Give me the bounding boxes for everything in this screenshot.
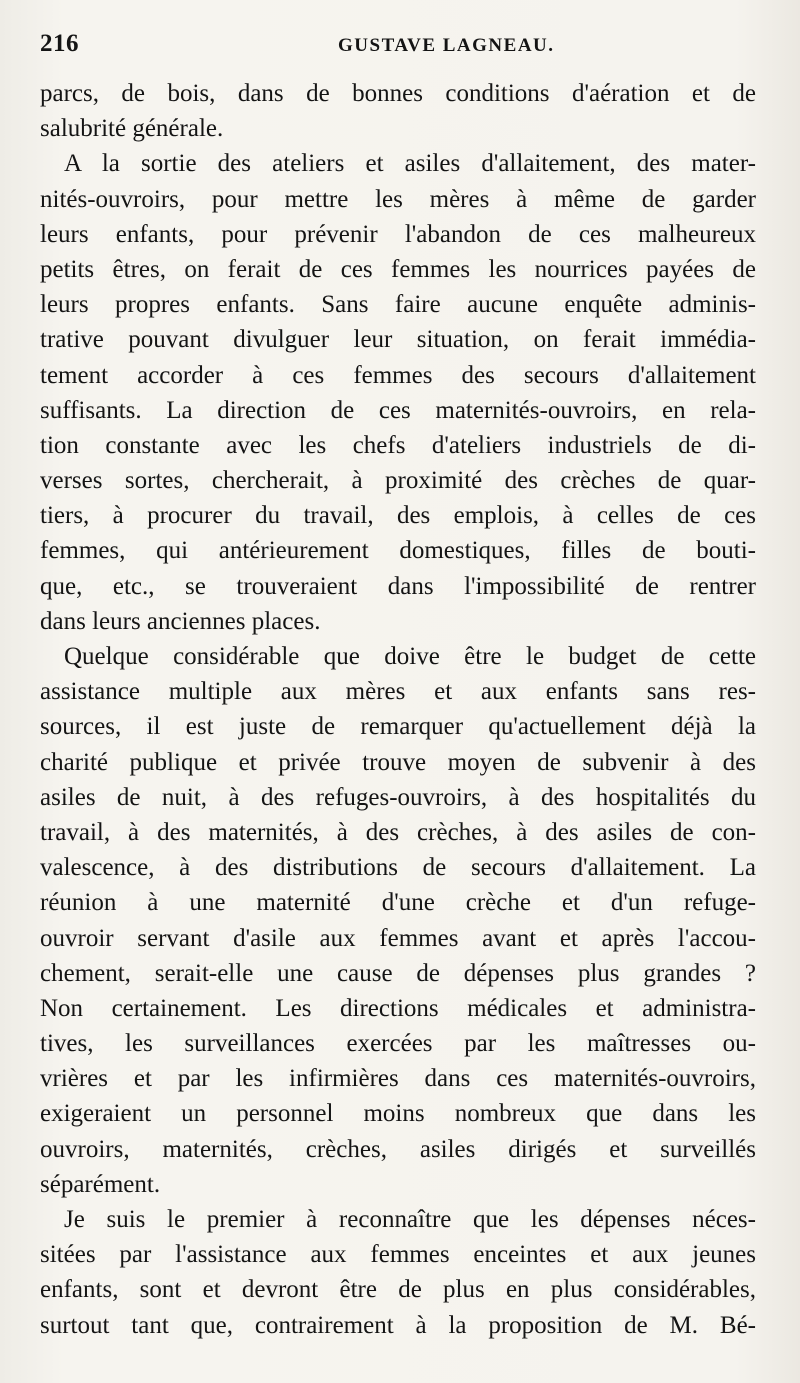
page-number: 216 <box>40 30 79 57</box>
text-line: Je suis le premier à reconnaître que les dépenses néces- <box>64 1206 756 1233</box>
text-line: réunion à une maternité d'une crèche et d'un refuge- <box>40 889 756 917</box>
text-line: surtout tant que, contrairement à la proposition de M. Bé- <box>40 1311 756 1339</box>
text-line: asiles de nuit, à des refuges-ouvroirs, à des hospitalités du <box>40 783 756 811</box>
text-line: charité publique et privée trouve moyen de subvenir à des <box>40 748 756 776</box>
running-title: GUSTAVE LAGNEAU. <box>338 35 555 56</box>
text-line: parcs, de bois, dans de bonnes conditions d'aération et de <box>40 80 756 107</box>
text-line: suffisants. La direction de ces maternités-ouvroirs, en rela- <box>40 396 756 424</box>
text-line: Non certainement. Les directions médicales et administra- <box>40 994 756 1022</box>
running-head <box>40 30 760 64</box>
text-line: A la sortie des ateliers et asiles d'allaitement, des mater- <box>64 150 756 178</box>
text-line: travail, à des maternités, à des crèches, à des asiles de con- <box>40 818 756 846</box>
text-line: exigeraient un personnel moins nombreux que dans les <box>40 1100 756 1128</box>
text-line: tement accorder à ces femmes des secours d'allaitement <box>40 361 756 389</box>
text-line: sitées par l'assistance aux femmes enceintes et aux jeunes <box>40 1241 756 1269</box>
text-line: dans leurs anciennes places. <box>40 607 321 635</box>
text-line: trative pouvant divulguer leur situation, on ferait immédia- <box>40 326 756 354</box>
text-line: leurs enfants, pour prévenir l'abandon de ces malheureux <box>40 220 756 248</box>
text-line: leurs propres enfants. Sans faire aucune enquête adminis- <box>40 291 756 319</box>
text-line: assistance multiple aux mères et aux enfants sans res- <box>40 678 756 706</box>
text-line: tion constante avec les chefs d'ateliers industriels de di- <box>40 431 756 459</box>
text-line: séparément. <box>40 1170 161 1198</box>
text-line: tiers, à procurer du travail, des emplois, à celles de ces <box>40 502 756 530</box>
text-line: femmes, qui antérieurement domestiques, filles de bouti- <box>40 537 756 565</box>
text-line: verses sortes, chercherait, à proximité des crèches de quar- <box>40 467 756 495</box>
text-line: enfants, sont et devront être de plus en plus considérables, <box>40 1276 756 1304</box>
text-line: ouvroirs, maternités, crèches, asiles dirigés et surveillés <box>40 1135 756 1163</box>
text-line: petits êtres, on ferait de ces femmes les nourrices payées de <box>40 255 756 283</box>
text-line: vrières et par les infirmières dans ces maternités-ouvroirs, <box>40 1065 756 1093</box>
text-line: Quelque considérable que doive être le budget de cette <box>64 643 756 670</box>
text-line: valescence, à des distributions de secours d'allaitement. La <box>40 854 756 882</box>
text-line: que, etc., se trouveraient dans l'impossibilité de rentrer <box>40 572 756 600</box>
text-line: sources, il est juste de remarquer qu'actuellement déjà la <box>40 713 756 741</box>
text-line: tives, les surveillances exercées par les maîtresses ou- <box>40 1030 756 1058</box>
text-line: nités-ouvroirs, pour mettre les mères à même de garder <box>40 185 756 213</box>
body-text <box>40 76 756 1343</box>
text-line: ouvroir servant d'asile aux femmes avant et après l'accou- <box>40 924 756 952</box>
text-line: salubrité générale. <box>40 115 224 143</box>
text-line: chement, serait-elle une cause de dépenses plus grandes ? <box>40 959 756 987</box>
